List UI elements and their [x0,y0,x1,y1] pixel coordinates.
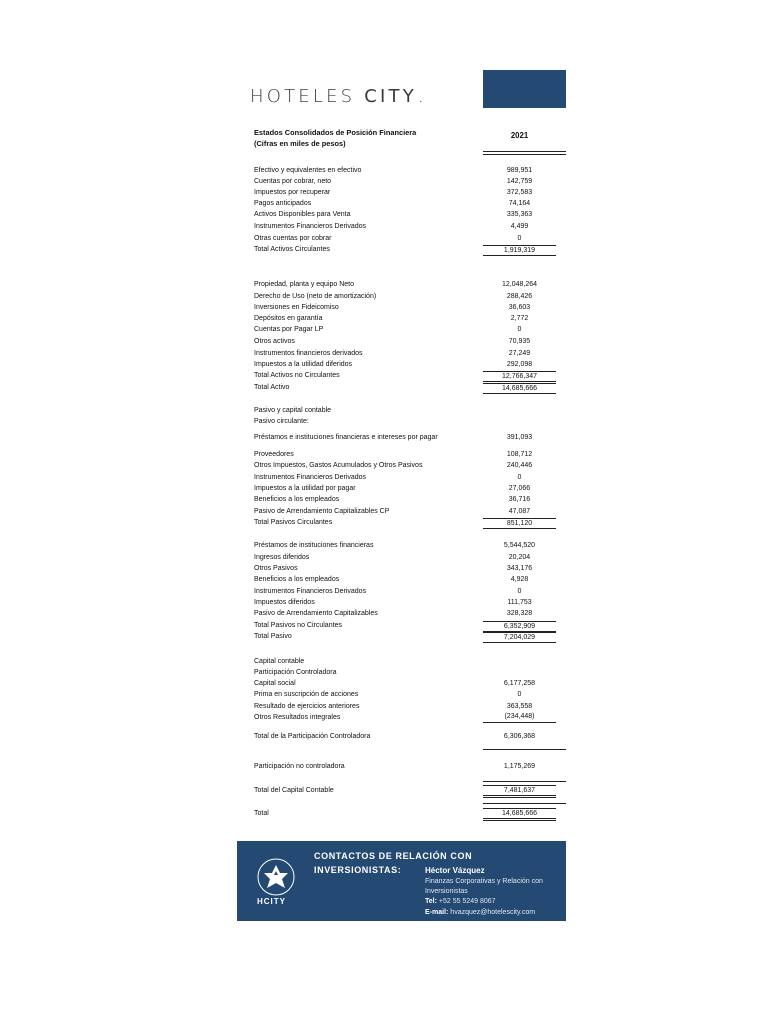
header-blue-block [483,70,566,108]
year-column-header: 2021 [510,131,529,140]
hcity-logo-text: HCITY [257,897,286,906]
table-row: Prima en suscripción de acciones 0 [254,691,522,698]
statement-subtitle: (Cifras en miles de pesos) [254,139,346,148]
section-heading: Capital contable [254,658,305,665]
table-row: Cuentas por Pagar LP 0 [254,326,522,333]
table-row: Depósitos en garantía 2,772 [254,315,529,322]
table-row: Efectivo y equivalentes en efectivo 989,951 [254,167,533,174]
row-rule [483,749,566,750]
table-row: Ingresos diferidos 20,204 [254,554,531,561]
table-row: Otros Pasivos 343,176 [254,565,533,572]
table-row: Instrumentos financieros derivados 27,249 [254,350,531,357]
table-row-total: Total Pasivos Circulantes 851,120 [254,517,566,528]
table-row: Proveedores 108,712 [254,451,533,458]
table-row: Impuestos a la utilidad diferidos 292,098 [254,361,533,368]
table-row: Préstamos e instituciones financieras e intereses por pagar 391,093 [254,434,533,441]
contact-role: Finanzas Corporativas y Relación con Inversionistas [425,878,543,895]
contact-title: CONTACTOS DE RELACIÓN CON INVERSIONISTAS: [314,851,473,875]
table-row: Otros activos 70,935 [254,338,531,345]
table-row: Otras cuentas por cobrar 0 [254,235,522,242]
table-row: Derecho de Uso (neto de amortización) 288,426 [254,293,533,300]
section-heading: Pasivo y capital contable [254,407,332,414]
table-row-total: Total Pasivo 7,204,029 [254,631,566,642]
table-row: Pasivo de Arrendamiento Capitalizables CP 47,087 [254,508,531,515]
header-rule-top [483,151,566,152]
table-row: Instrumentos Financieros Derivados 0 [254,474,522,481]
table-row: Participación no controladora 1,175,269 [254,763,536,770]
table-row: Instrumentos Financieros Derivados 0 [254,588,522,595]
table-row: Cuentas por cobrar, neto 142,759 [254,178,533,185]
logo-city-text: CITY [364,86,417,107]
statement-header [254,127,474,149]
table-row: Inversiones en Fideicomiso 36,603 [254,304,531,311]
table-row: Otros Impuestos, Gastos Acumulados y Otros Pasivos 240,446 [254,462,533,469]
table-row: Pagos anticipados 74,164 [254,200,531,207]
contact-name: Héctor Vázquez [425,866,485,875]
table-row: Beneficios a los empleados 36,716 [254,496,531,503]
table-row-total: Total Pasivos no Circulantes 6,352,909 [254,620,566,631]
table-row-total: Total del Capital Contable 7,481,637 [254,785,566,796]
table-row: Otros Resultados integrales (234,448) [254,712,566,723]
contact-email[interactable]: E-mail: hvazquez@hotelescity.com [425,909,536,916]
contact-phone: Tel: +52 55 5249 8067 [425,898,496,905]
row-rule [483,781,566,782]
table-row-total: Total Activos no Circulantes 12,766,347 [254,370,566,381]
table-row: Pasivo de Arrendamiento Capitalizables 328,328 [254,610,533,617]
table-row: Beneficios a los empleados 4,928 [254,576,529,583]
logo-main-text: HOTELES [250,86,356,107]
statement-title: Estados Consolidados de Posición Financiera [254,128,417,137]
row-rule [483,803,566,804]
table-row-total: Total Activo 14,685,666 [254,382,566,393]
table-row-total: Total Activos Circulantes 1,919,319 [254,244,566,255]
investor-contact-panel [237,841,566,921]
table-row-grand-total: Total 14,685,666 [254,808,566,819]
hoteles-city-logo: HOTELES CITY. [250,86,427,107]
table-row: Impuestos diferidos 111,753 [254,599,532,606]
section-heading: Participación Controladora [254,669,337,676]
header-rule-bottom [483,154,566,155]
table-row: Instrumentos Financieros Derivados 4,499 [254,223,529,230]
section-heading: Pasivo circulante: [254,418,309,425]
table-row-total: Total de la Participación Controladora 6,306,368 [254,733,536,740]
table-row: Impuestos por recuperar 372,583 [254,189,533,196]
table-row: Capital social 6,177,258 [254,680,536,687]
table-row: Resultado de ejercicios anteriores 363,558 [254,703,533,710]
table-row: Impuestos a la utilidad por pagar 27,066 [254,485,531,492]
table-row: Préstamos de instituciones financieras 5,544,520 [254,542,536,549]
table-row: Propiedad, planta y equipo Neto 12,048,264 [254,281,538,288]
table-row: Activos Disponibles para Venta 335,363 [254,211,533,218]
